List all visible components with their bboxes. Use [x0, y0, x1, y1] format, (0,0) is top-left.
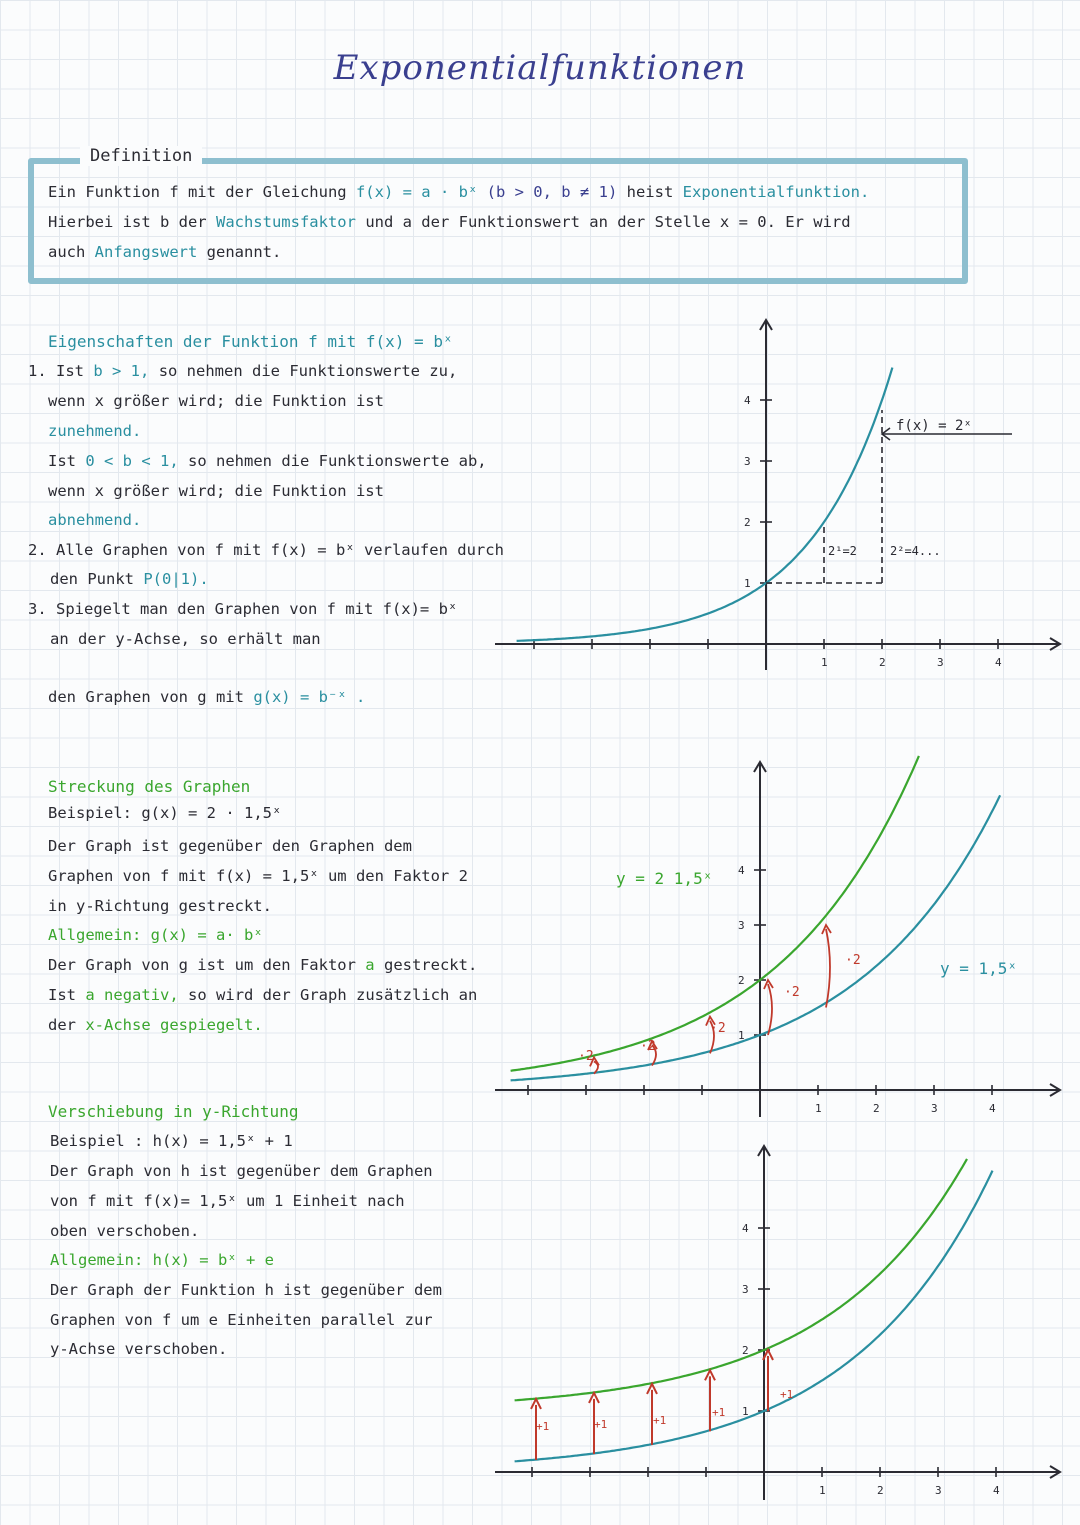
property-2-line-2: den Punkt P(0|1). [50, 570, 209, 588]
y-axis [760, 320, 772, 670]
label-teal-curve: y = 1,5ˣ [940, 959, 1018, 978]
y-tick-label: 4 [742, 1222, 749, 1235]
y-tick-label: 1 [744, 577, 751, 590]
y-tick-label: 1 [742, 1405, 749, 1418]
shift-heading: Verschiebung in y-Richtung [48, 1102, 299, 1121]
x-tick-label: 2 [873, 1102, 880, 1115]
page-title: Exponentialfunktionen [333, 48, 747, 88]
curve-1-5-pow-x [511, 795, 1000, 1080]
x-axis [495, 1466, 1060, 1478]
shift-line-3: oben verschoben. [50, 1222, 200, 1240]
x-tick-label: 4 [989, 1102, 996, 1115]
definition-line-3: auch Anfangswert genannt. [48, 243, 282, 261]
graph-shift [490, 1138, 1070, 1518]
graph-stretch [490, 752, 1070, 1122]
x-tick-label: 1 [819, 1484, 826, 1497]
property-3-line-2: an der y-Achse, so erhält man [50, 630, 321, 648]
factor-label: ·2 [710, 1021, 726, 1036]
stretch-example: Beispiel: g(x) = 2 · 1,5ˣ [48, 804, 282, 822]
definition-label: Definition [80, 146, 202, 166]
property-1-line-1: 1. Ist b > 1, so nehmen die Funktionswerte zu, [28, 362, 458, 380]
shift-line-6: y-Achse verschoben. [50, 1340, 228, 1358]
factor-arrow [768, 984, 772, 1035]
x-tick-label: 4 [993, 1484, 1000, 1497]
property-3-line-3: den Graphen von g mit g(x) = b⁻ˣ . [48, 688, 366, 706]
property-1-line-6: abnehmend. [48, 511, 142, 529]
y-axis [754, 762, 766, 1117]
x-tick-label: 1 [821, 656, 828, 669]
annotation-2-pow-2: 2²=4... [890, 544, 941, 558]
stretch-line-6: der x-Achse gespiegelt. [48, 1016, 263, 1034]
x-axis [495, 638, 1060, 650]
shift-label: +1 [780, 1388, 794, 1401]
factor-arrow [826, 929, 830, 1008]
shift-line-4: Der Graph der Funktion h ist gegenüber dem [50, 1281, 442, 1299]
x-tick-label: 4 [995, 656, 1002, 669]
stretch-line-3: in y-Richtung gestreckt. [48, 897, 272, 915]
y-tick-label: 4 [744, 394, 751, 407]
y-tick-label: 3 [738, 919, 745, 932]
y-axis [758, 1146, 770, 1500]
stretch-line-2: Graphen von f mit f(x) = 1,5ˣ um den Faktor 2 [48, 867, 468, 885]
property-1-line-4: Ist 0 < b < 1, so nehmen die Funktionswerte ab, [48, 452, 487, 470]
property-1-line-5: wenn x größer wird; die Funktion ist [48, 482, 384, 500]
stretch-heading: Streckung des Graphen [48, 777, 251, 796]
shift-line-2: von f mit f(x)= 1,5ˣ um 1 Einheit nach [50, 1192, 405, 1210]
y-tick-label: 1 [738, 1029, 745, 1042]
x-tick-label: 1 [815, 1102, 822, 1115]
annotation-2-pow-1: 2¹=2 [828, 544, 857, 558]
y-tick-label: 4 [738, 864, 745, 877]
x-tick-label: 3 [937, 656, 944, 669]
x-axis [495, 1084, 1060, 1096]
x-tick-label: 3 [931, 1102, 938, 1115]
label-f-x: f(x) = 2ˣ [896, 418, 972, 434]
factor-label: ·2 [640, 1039, 656, 1054]
property-3-line-1: 3. Spiegelt man den Graphen von f mit f(x)= bˣ [28, 600, 458, 618]
curve-1-5-pow-x-plus-1 [515, 1159, 967, 1400]
stretch-line-5: Ist a negativ, so wird der Graph zusätzlich an [48, 986, 478, 1004]
stretch-line-4: Der Graph von g ist um den Faktor a gestreckt. [48, 956, 478, 974]
factor-label: ·2 [578, 1049, 594, 1064]
shift-label: +1 [536, 1420, 550, 1433]
factor-label: ·2 [845, 953, 861, 968]
shift-general: Allgemein: h(x) = bˣ + e [50, 1251, 274, 1269]
properties-heading: Eigenschaften der Funktion f mit f(x) = bˣ [48, 332, 453, 351]
x-tick-label: 2 [879, 656, 886, 669]
shift-label: +1 [594, 1418, 608, 1431]
property-1-line-2: wenn x größer wird; die Funktion ist [48, 392, 384, 410]
curve-2-pow-x [517, 368, 893, 641]
y-tick-label: 2 [742, 1344, 749, 1357]
curve-1-5-pow-x [515, 1171, 993, 1462]
y-tick-label: 3 [744, 455, 751, 468]
x-tick-label: 3 [935, 1484, 942, 1497]
x-tick-label: 2 [877, 1484, 884, 1497]
definition-line-1: Ein Funktion f mit der Gleichung f(x) = a · bˣ (b > 0, b ≠ 1) heist Exponentialfunktion. [48, 183, 870, 201]
shift-line-1: Der Graph von h ist gegenüber dem Graphen [50, 1162, 433, 1180]
shift-label: +1 [653, 1414, 667, 1427]
graph-exponential-base [490, 310, 1070, 680]
stretch-line-1: Der Graph ist gegenüber den Graphen dem [48, 837, 412, 855]
label-green-curve: y = 2 1,5ˣ [616, 869, 713, 888]
stretch-general: Allgemein: g(x) = a· bˣ [48, 926, 263, 944]
shift-line-5: Graphen von f um e Einheiten parallel zur [50, 1311, 433, 1329]
factor-label: ·2 [784, 985, 800, 1000]
helper-lines [766, 410, 1012, 583]
property-1-line-3: zunehmend. [48, 422, 142, 440]
y-tick-label: 2 [738, 974, 745, 987]
definition-line-2: Hierbei ist b der Wachstumsfaktor und a der Funktionswert an der Stelle x = 0. Er wird [48, 213, 851, 231]
y-tick-label: 3 [742, 1283, 749, 1296]
shift-example: Beispiel : h(x) = 1,5ˣ + 1 [50, 1132, 293, 1150]
shift-label: +1 [712, 1406, 726, 1419]
property-2-line-1: 2. Alle Graphen von f mit f(x) = bˣ verlaufen durch [28, 541, 504, 559]
y-tick-label: 2 [744, 516, 751, 529]
